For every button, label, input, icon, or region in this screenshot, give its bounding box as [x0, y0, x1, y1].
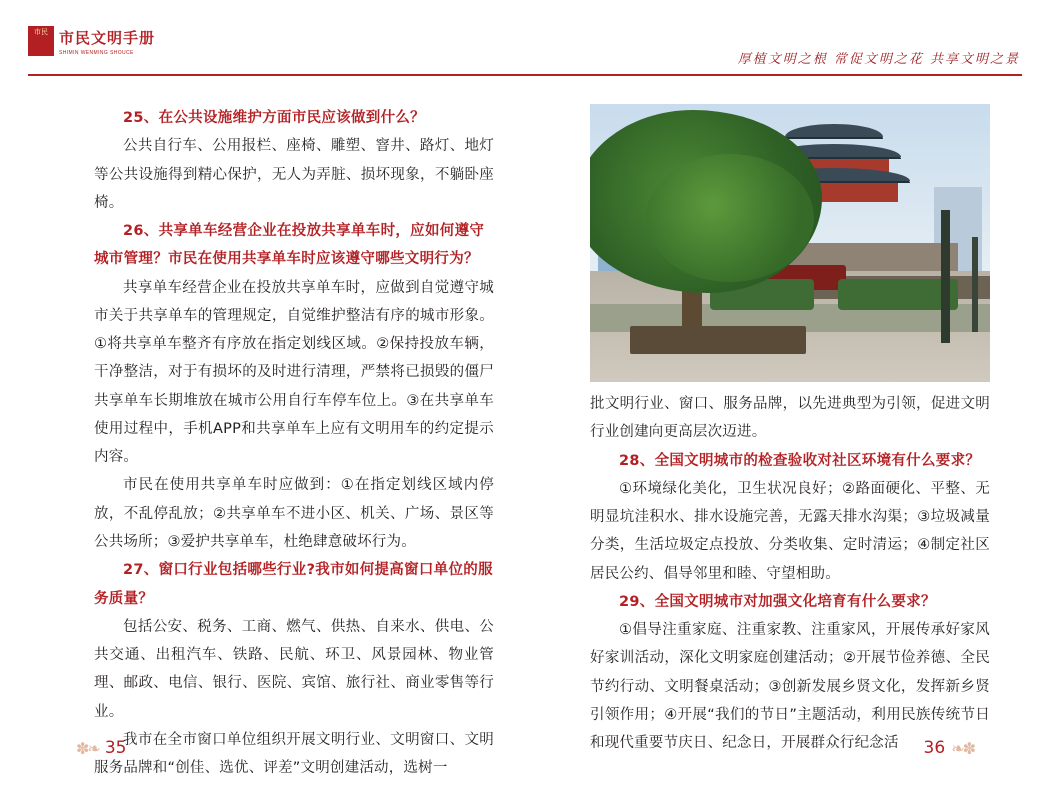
city-landmark-photo [590, 104, 990, 382]
paragraph-25: 公共自行车、公用报栏、座椅、雕塑、窨井、路灯、地灯等公共设施得到精心保护，无人为弄脏、损坏现象，不躺卧座椅。 [94, 138, 494, 211]
paragraph-29: ①倡导注重家庭、注重家教、注重家风，开展传承好家风好家训活动，深化文明家庭创建活动；②开展节俭养德、全民节约行动、文明餐桌活动；③创新发展乡贤文化，发挥新乡贤引领作用；④开展“我们的节日”主题活动，利用民族传统节日和现代重要节庆日、纪念日，开展群众行纪念活 [590, 622, 990, 752]
question-heading-25: 25、在公共设施维护方面市民应该做到什么？ [123, 110, 425, 126]
pavilion-roof-top [785, 124, 882, 137]
brand-title: 市民文明手册 [59, 28, 156, 47]
paragraph-28: ①环境绿化美化，卫生状况良好；②路面硬化、平整、无明显坑洼积水、排水设施完善，无露天排水沟渠；③垃圾减量分类，生活垃圾定点投放、分类收集、定时清运；④制定社区居民公约、倡导邻里和睦、守望相助。 [590, 480, 990, 582]
question-heading-27: 27、窗口行业包括哪些行业?我市如何提高窗口单位的服务质量？ [94, 562, 493, 607]
photo-street-lamp [941, 210, 950, 343]
paragraph-continued: 批文明行业、窗口、服务品牌，以先进典型为引领，促进文明行业创建向更高层次迈进。 [590, 396, 990, 441]
header-divider [28, 74, 1022, 76]
page-number-left [76, 738, 126, 758]
right-column [590, 104, 990, 757]
question-heading-26: 26、共享单车经营企业在投放共享单车时，应如何遵守城市管理？市民在使用共享单车时应该遵守哪些文明行为？ [94, 223, 485, 268]
left-column [94, 104, 494, 782]
brand-logo [28, 26, 155, 56]
page-number-right-value: 36 [923, 738, 946, 758]
header-slogan: 厚植文明之根 常促文明之花 共享文明之景 [737, 52, 1020, 67]
paragraph-27b: 我市在全市窗口单位组织开展文明行业、文明窗口、文明服务品牌和“创佳、选优、评差”文明创建活动，选树一 [94, 731, 494, 777]
page-header [0, 0, 1050, 84]
photo-tree-crown-secondary [646, 154, 814, 282]
paragraph-26a: 共享单车经营企业在投放共享单车时，应做到自觉遵守城市关于共享单车的管理规定，自觉维护整洁有序的城市形象。①将共享单车整齐有序放在指定划线区域。②保持投放车辆，干净整洁，对于有损坏的及时进行清理，严禁将已损毁的僵尸共享单车长期堆放在城市公用自行车停车位上。③在共享单车使用过程中，手机APP和共享单车上应有文明用车的约定提示内容。 [94, 279, 494, 466]
question-heading-28: 28、全国文明城市的检查验收对社区环境有什么要求？ [619, 452, 981, 469]
ornament-icon: ❧✽ [951, 738, 974, 758]
seal-icon: 市民 [28, 26, 54, 56]
page-number-left-value: 35 [104, 738, 127, 758]
paragraph-27a: 包括公安、税务、工商、燃气、供热、自来水、供电、公共交通、出租汽车、铁路、民航、环卫、风景园林、物业管理、邮政、电信、银行、医院、宾馆、旅行社、商业零售等行业。 [94, 618, 494, 720]
question-heading-29: 29、全国文明城市对加强文化培育有什么要求？ [619, 593, 936, 610]
photo-wooden-platform [630, 326, 806, 354]
brand-subtitle: SHIMIN WENMING SHOUCE [59, 49, 134, 56]
photo-street-lamp-far [972, 237, 978, 332]
photo-hedge-right [838, 279, 958, 310]
paragraph-26b: 市民在使用共享单车时应做到：①在指定划线区域内停放，不乱停乱放；②共享单车不进小区、机关、广场、景区等公共场所；③爱护共享单车，杜绝肆意破坏行为。 [94, 477, 494, 550]
page-number-right [924, 738, 974, 758]
brand-text [59, 27, 155, 56]
ornament-icon: ✽❧ [76, 738, 99, 758]
